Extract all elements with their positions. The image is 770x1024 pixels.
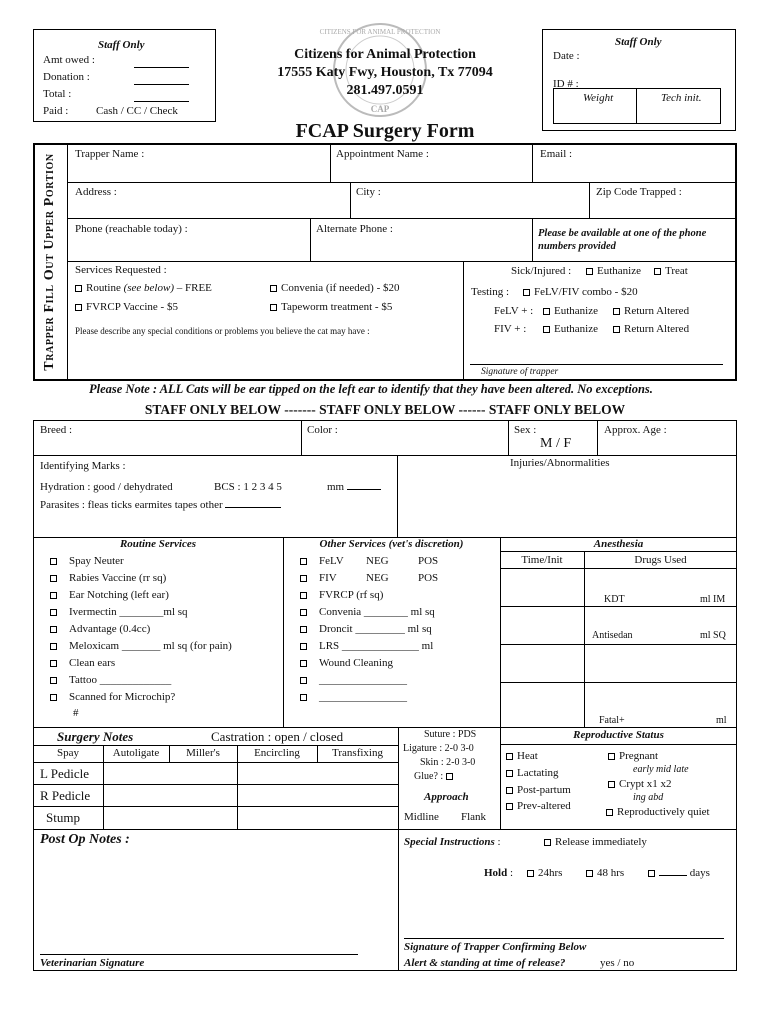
castration-options[interactable]: Castration : open / closed (211, 729, 344, 744)
surgery-header: Autoligate (112, 747, 160, 759)
date-label: Date : (553, 50, 580, 62)
staff-only-banner: STAFF ONLY BELOW ------- STAFF ONLY BELOW ------ STAFF ONLY BELOW (144, 402, 626, 417)
alert-standing-question: Alert & standing at time of release? (404, 957, 566, 969)
ear-tip-note: Please Note : ALL Cats will be ear tipped on the left ear to identify that they have been altered. No exceptions. (89, 382, 653, 396)
color-field[interactable]: Color : (307, 424, 338, 436)
services-requested-label: Services Requested : (75, 264, 167, 276)
post-op-notes-title: Post Op Notes : (40, 832, 130, 847)
anesthesia-title: Anesthesia (593, 538, 644, 550)
glue-checkbox[interactable]: Glue? : (414, 771, 457, 782)
alert-yes-no[interactable]: yes / no (600, 957, 635, 969)
form-title: FCAP Surgery Form (295, 120, 475, 142)
routine-item[interactable]: Spay Neuter (50, 555, 124, 567)
paid-options: Cash / CC / Check (96, 105, 178, 117)
other-services-title: Other Services (vet's discretion) (319, 538, 464, 550)
fiv-pos[interactable]: POS (418, 572, 439, 584)
trapper-signature-line[interactable]: Signature of trapper (481, 367, 559, 377)
weight-label: Weight (583, 92, 614, 104)
felv-euthanize-checkbox[interactable]: Euthanize (543, 305, 598, 317)
tapeworm-checkbox[interactable]: Tapeworm treatment - $5 (270, 301, 392, 313)
felv-fiv-combo-checkbox[interactable]: FeLV/FIV combo - $20 (523, 286, 638, 298)
hold-48-checkbox[interactable]: 48 hrs (586, 867, 624, 879)
other-item[interactable]: Wound Cleaning (300, 657, 393, 669)
fiv-return-checkbox[interactable]: Return Altered (613, 323, 689, 335)
crypt-location-options[interactable]: ing abd (633, 792, 664, 803)
surgery-header: Miller's (186, 747, 220, 759)
phone-field[interactable]: Phone (reachable today) : (75, 223, 188, 235)
routine-item[interactable]: Tattoo _____________ (50, 674, 171, 686)
fiv-positive-label: FIV + : (494, 323, 527, 335)
routine-services-title: Routine Services (119, 538, 197, 550)
donation-label: Donation : (43, 71, 90, 83)
felv-neg[interactable]: NEG (366, 555, 389, 567)
injuries-label: Injuries/Abnormalities (510, 457, 610, 469)
sick-euthanize-checkbox[interactable]: Euthanize (586, 265, 641, 277)
pregnant-stage-options[interactable]: early mid late (633, 764, 689, 775)
ml-label: ml (716, 715, 727, 726)
routine-item[interactable]: Ivermectin ________ml sq (50, 606, 188, 618)
prev-altered-checkbox[interactable]: Prev-altered (506, 800, 571, 812)
staff-only-box-right (542, 29, 736, 131)
surgery-row-label: R Pedicle (40, 788, 91, 803)
heat-checkbox[interactable]: Heat (506, 750, 538, 762)
routine-item[interactable]: Scanned for Microchip? (50, 691, 175, 703)
special-instructions-label: Special Instructions : (404, 836, 501, 848)
sick-treat-checkbox[interactable]: Treat (654, 265, 688, 277)
reproductively-quiet-checkbox[interactable]: Reproductively quiet (606, 806, 710, 818)
post-partum-checkbox[interactable]: Post-partum (506, 784, 571, 796)
other-item[interactable]: FeLV (300, 555, 344, 567)
availability-note: Please be available at one of the phone numbers provided (538, 228, 707, 252)
sex-label: Sex : (514, 424, 537, 436)
kdt-label: KDT (604, 594, 625, 605)
routine-item[interactable]: Clean ears (50, 657, 115, 669)
convenia-checkbox[interactable]: Convenia (if needed) - $20 (270, 282, 400, 294)
tech-init-label: Tech init. (661, 92, 702, 104)
flank-option[interactable]: Flank (461, 811, 487, 823)
parasites-field[interactable]: Parasites : fleas ticks earmites tapes other (40, 499, 281, 511)
routine-item[interactable]: Rabies Vaccine (rr sq) (50, 572, 166, 584)
surgery-row-label: Stump (46, 810, 80, 825)
time-init-header: Time/Init (521, 554, 563, 566)
staff-only-title: Staff Only (98, 39, 145, 51)
hold-label: Hold (484, 867, 508, 879)
approx-age-field[interactable]: Approx. Age : (604, 424, 667, 436)
staff-only-title-right: Staff Only (615, 36, 662, 48)
total-label: Total : (43, 88, 72, 100)
release-immediately-checkbox[interactable]: Release immediately (544, 836, 647, 848)
staff-only-box-left (33, 29, 216, 122)
sex-options[interactable]: M / F (540, 436, 572, 451)
fiv-neg[interactable]: NEG (366, 572, 389, 584)
surgery-header: Transfixing (332, 747, 383, 759)
fiv-euthanize-checkbox[interactable]: Euthanize (543, 323, 598, 335)
trapper-section (33, 143, 737, 381)
fvrcp-checkbox[interactable]: FVRCP Vaccine - $5 (75, 301, 178, 313)
fatal-plus-label: Fatal+ (599, 715, 625, 726)
other-item[interactable]: LRS ______________ ml (300, 640, 433, 652)
surgery-row-label: L Pedicle (40, 766, 89, 781)
felv-pos[interactable]: POS (418, 555, 439, 567)
suture-label: Suture : PDS (424, 729, 477, 740)
skin-label[interactable]: Skin : 2-0 3-0 (420, 757, 476, 768)
sick-injured-label: Sick/Injured : (511, 265, 572, 277)
city-field[interactable]: City : (356, 186, 381, 198)
drugs-used-header: Drugs Used (634, 554, 687, 566)
surgery-header: Encircling (254, 747, 300, 759)
seal-initials: CAP (370, 104, 390, 114)
surgery-header: Spay (57, 747, 79, 759)
veterinarian-signature-line[interactable]: Veterinarian Signature (40, 957, 145, 969)
address-field[interactable]: Address : (75, 186, 117, 198)
breed-field[interactable]: Breed : (40, 424, 73, 436)
ml-im-label: ml IM (700, 594, 726, 605)
other-item[interactable]: ________________ (300, 674, 407, 686)
other-item[interactable]: Convenia ________ ml sq (300, 606, 435, 618)
email-field[interactable]: Email : (540, 148, 573, 160)
ml-sq-label: ml SQ (700, 630, 726, 641)
pregnant-checkbox[interactable]: Pregnant (608, 750, 658, 762)
testing-label: Testing : (471, 286, 510, 298)
routine-item[interactable]: Meloxicam _______ ml sq (for pain) (50, 640, 232, 652)
trapper-name-field[interactable]: Trapper Name : (75, 148, 145, 160)
lactating-checkbox[interactable]: Lactating (506, 767, 559, 779)
mm-field[interactable]: mm (327, 481, 381, 493)
hold-24-checkbox[interactable]: 24hrs (527, 867, 562, 879)
seal-text: CITIZENS FOR ANIMAL PROTECTION (319, 28, 441, 36)
zip-code-field[interactable]: Zip Code Trapped : (596, 186, 682, 198)
org-address: 17555 Katy Fwy, Houston, Tx 77094 (277, 65, 493, 80)
midline-option[interactable]: Midline (404, 811, 439, 823)
hold-colon: : (510, 867, 514, 879)
other-item[interactable]: Droncit _________ ml sq (300, 623, 432, 635)
antisedan-label: Antisedan (592, 630, 633, 641)
other-item[interactable]: FIV (300, 572, 337, 584)
other-item[interactable]: FVRCP (rf sq) (300, 589, 383, 601)
felv-positive-label: FeLV + : (494, 305, 534, 317)
routine-checkbox[interactable]: Routine (see below) – FREE (75, 282, 212, 294)
identifying-marks-field[interactable]: Identifying Marks : (40, 460, 126, 472)
alternate-phone-field[interactable]: Alternate Phone : (316, 223, 393, 235)
org-name: Citizens for Animal Protection (294, 47, 476, 62)
approach-title: Approach (424, 791, 469, 803)
hydration-field[interactable]: Hydration : good / dehydrated (40, 481, 173, 493)
describe-conditions-field[interactable]: Please describe any special conditions or problems you believe the cat may have : (75, 326, 370, 336)
org-phone: 281.497.0591 (346, 83, 424, 98)
surgery-notes-title: Surgery Notes (57, 729, 134, 744)
trapper-confirm-signature[interactable]: Signature of Trapper Confirming Below (404, 941, 587, 953)
ligature-label[interactable]: Ligature : 2-0 3-0 (403, 743, 474, 754)
felv-return-checkbox[interactable]: Return Altered (613, 305, 689, 317)
side-label: Trapper Fill Out Upper Portion (42, 153, 57, 371)
amount-owed-label: Amt owed : (43, 54, 95, 66)
paid-label: Paid : (43, 105, 69, 117)
reproductive-status-title: Reproductive Status (573, 729, 664, 741)
other-item[interactable]: ________________ (300, 691, 407, 703)
hold-days-checkbox[interactable]: days (648, 867, 710, 879)
id-label: ID # : (553, 78, 579, 90)
microchip-number[interactable]: # (73, 707, 79, 719)
bcs-field[interactable]: BCS : 1 2 3 4 5 (214, 481, 282, 493)
routine-item[interactable]: Advantage (0.4cc) (50, 623, 150, 635)
crypt-checkbox[interactable]: Crypt x1 x2 (608, 778, 672, 790)
routine-item[interactable]: Ear Notching (left ear) (50, 589, 169, 601)
appointment-name-field[interactable]: Appointment Name : (336, 148, 429, 160)
